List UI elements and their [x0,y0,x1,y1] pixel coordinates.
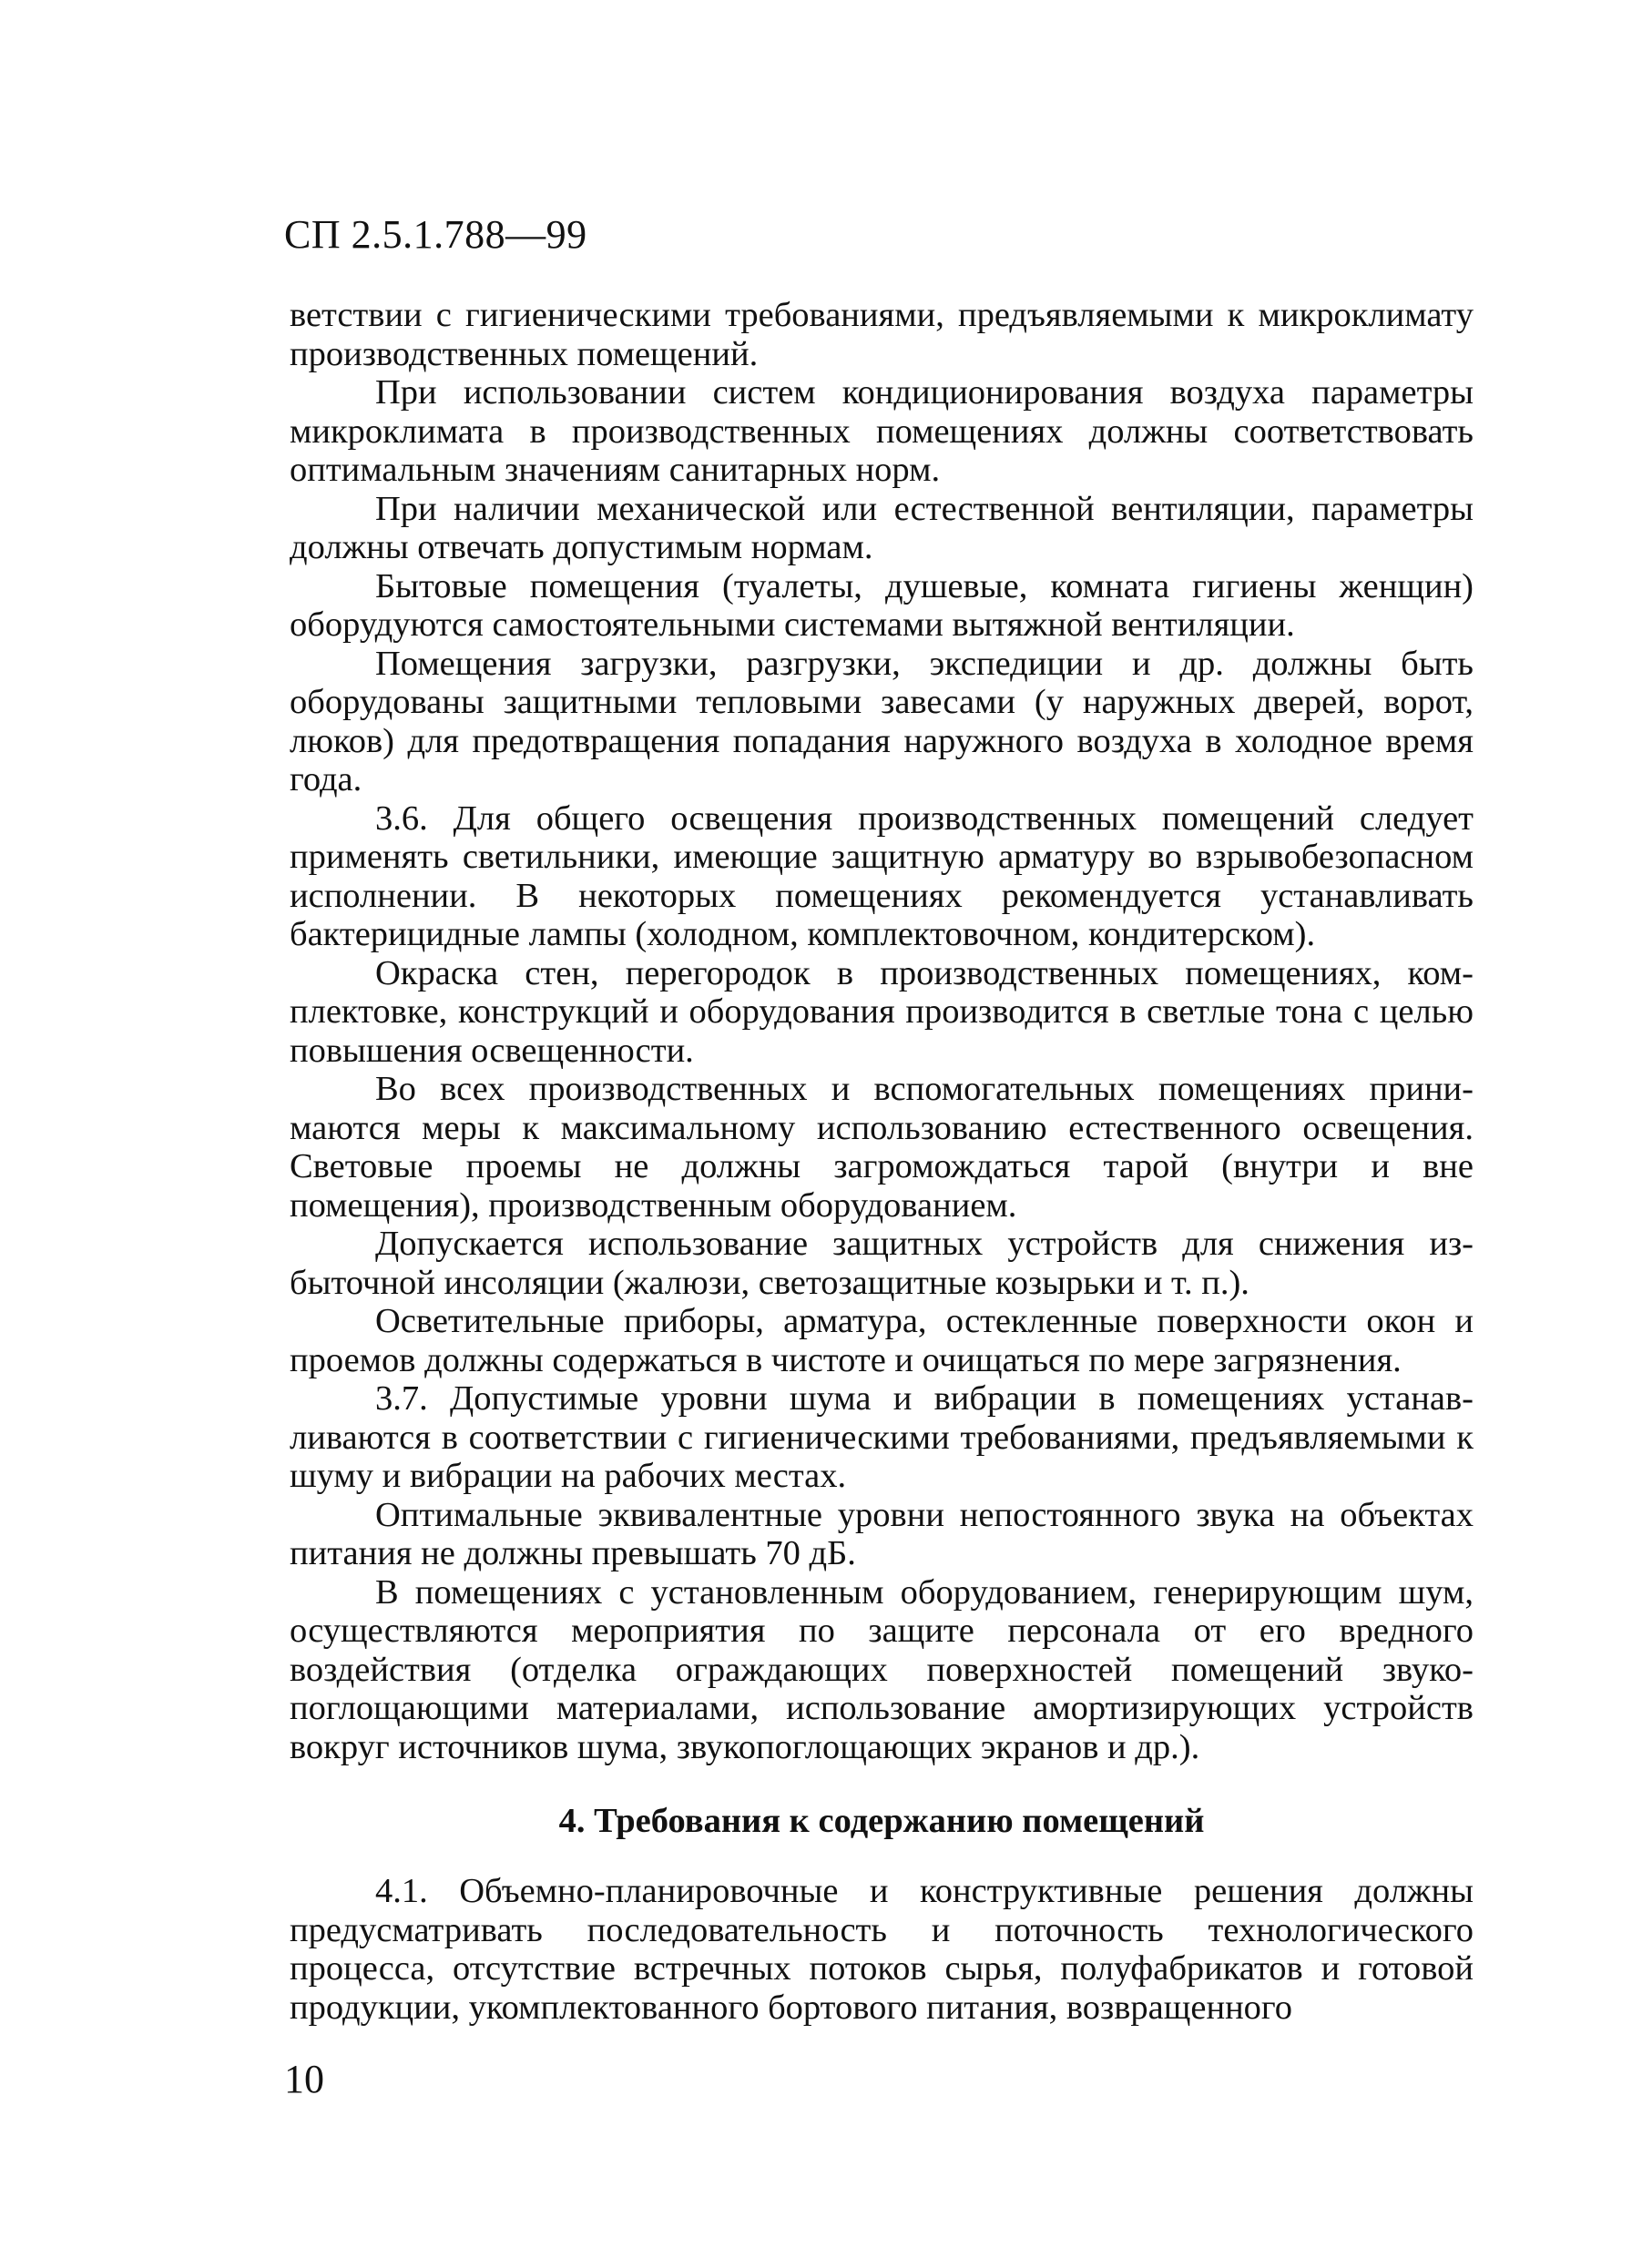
paragraph: Помещения загрузки, разгрузки, экспедиции и др. должны быть оборудованы защитными тепловыми завесами (у наружных дверей, ворот, люков) для предотвращения попадания наружного воздуха в холодное время года. [290,644,1474,798]
paragraph: ветствии с гигиеническими требованиями, предъявляемыми к микроклимату производственных помещений. [290,296,1474,373]
paragraph: Осветительные приборы, арматура, остекленные поверхности окон и проемов должны содержаться в чистоте и очищаться по мере загрязнения. [290,1302,1474,1379]
document-code-header: СП 2.5.1.788—99 [284,212,587,257]
paragraph: 3.6. Для общего освещения производственных помещений следует применять светильники, имеющие защитную арматуру во взрывобезопасном исполнении. В некоторых помещениях рекомендуется устанавливать бактерицидные лампы (холодном, комплектовочном, кондитерском). [290,798,1474,953]
page-number: 10 [284,2057,324,2101]
paragraph: Во всех производственных и вспомогательных помещениях принимаются меры к максимальному использованию естественного освещения. Световые проемы не должны загромождаться тарой (внутри и вне помещения), производственным оборудованием. [290,1070,1474,1225]
paragraph: 3.7. Допустимые уровни шума и вибрации в помещениях устанавливаются в соответствии с гигиеническими требованиями, предъявляемыми к шуму и вибрации на рабочих местах. [290,1379,1474,1495]
section-heading: 4. Требования к содержанию помещений [558,1802,1205,1840]
paragraph: В помещениях с установленным оборудованием, генерирующим шум, осуществляются мероприятия по защите персонала от его вредного воздействия (отделка ограждающих поверхностей помещений звукопоглощающими материалами, использование амортизирующих устройств вокруг источников шума, звукопоглощающих экранов и др.). [290,1572,1474,1766]
paragraph: 4.1. Объемно-планировочные и конструктивные решения должны предусматривать последовательность и поточность технологического процесса, отсутствие встречных потоков сырья, полуфабрикатов и готовой продукции, укомплектованного бортового питания, возвращенного [290,1872,1474,2027]
paragraph: При использовании систем кондиционирования воздуха параметры микроклимата в производственных помещениях должны соответствовать оптимальным значениям санитарных норм. [290,373,1474,489]
paragraph: Окраска стен, перегородок в производственных помещениях, комплектовке, конструкций и оборудования производится в светлые тона с целью повышения освещенности. [290,953,1474,1070]
paragraph: Бытовые помещения (туалеты, душевые, комната гигиены женщин) оборудуются самостоятельными системами вытяжной вентиляции. [290,566,1474,644]
paragraph: Допускается использование защитных устройств для снижения избыточной инсоляции (жалюзи, светозащитные козырьки и т. п.). [290,1225,1474,1302]
paragraph: При наличии механической или естественной вентиляции, параметры должны отвечать допустимым нормам. [290,489,1474,566]
paragraph: Оптимальные эквивалентные уровни непостоянного звука на объектах питания не должны превышать 70 дБ. [290,1495,1474,1572]
document-body [290,296,1474,2027]
